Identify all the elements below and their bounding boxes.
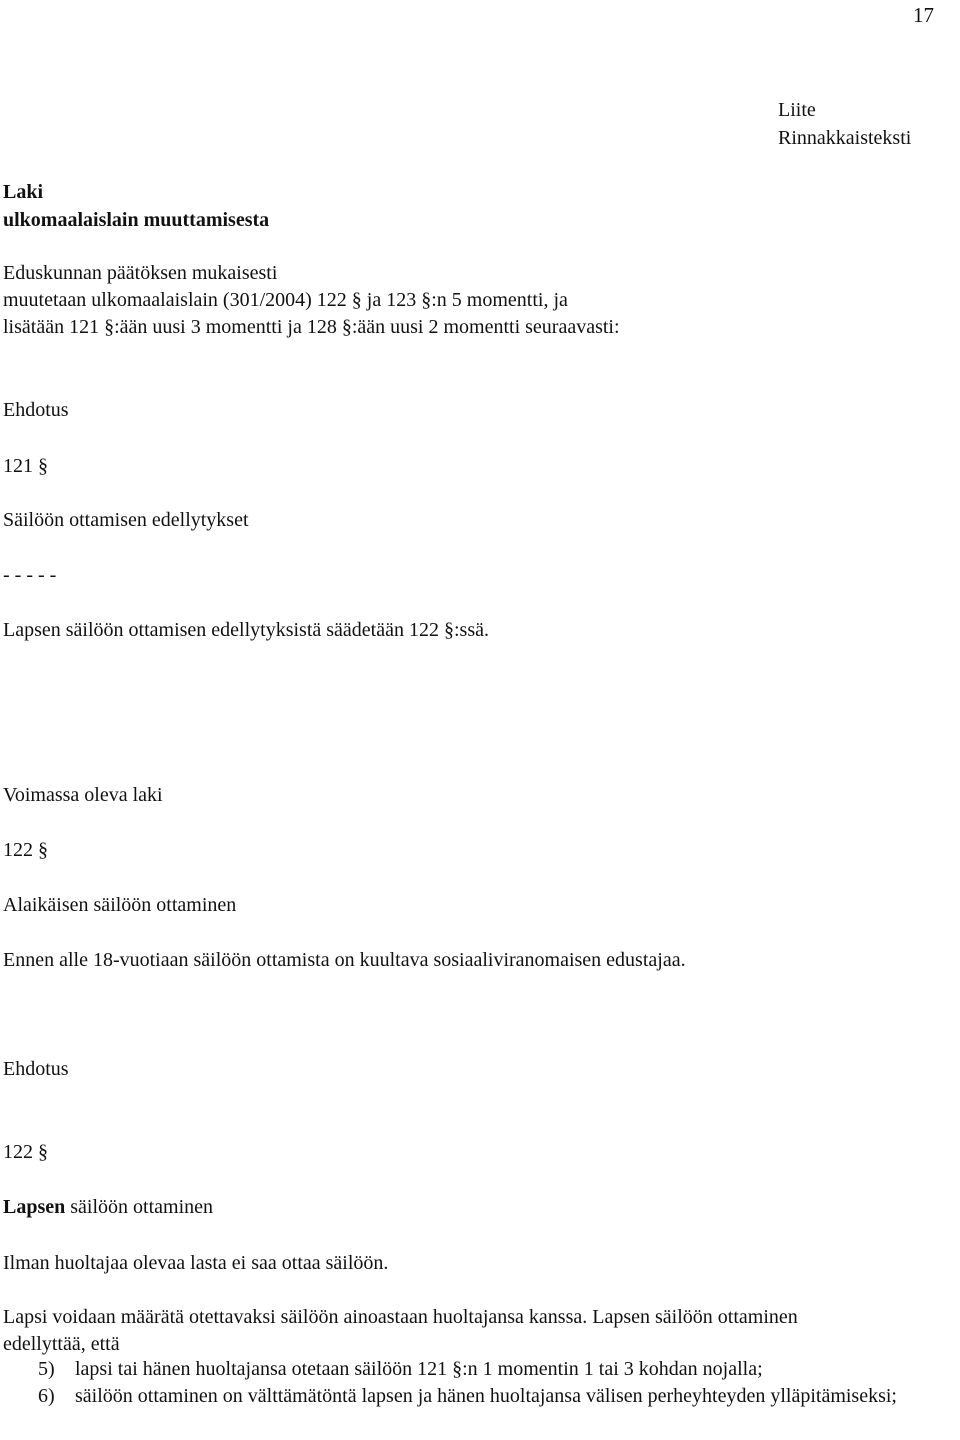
appendix-label [778, 96, 911, 152]
appendix-title: Liite [778, 99, 816, 121]
list-item-number: 5) [38, 1358, 55, 1380]
column-label-proposal: Ehdotus [3, 1058, 69, 1080]
list-item-text: säilöön ottaminen on välttämätöntä lapsen ja hänen huoltajansa välisen perheyhteyden ylläpitämiseksi; [75, 1385, 897, 1407]
preamble-line: Eduskunnan päätöksen mukaisesti [3, 262, 278, 284]
law-title [3, 178, 269, 234]
list-item [3, 1383, 953, 1410]
conditions-list [3, 1356, 953, 1410]
page-number: 17 [913, 3, 934, 27]
preamble-line: lisätään 121 §:ään uusi 3 momentti ja 128 §:ään uusi 2 momentti seuraavasti: [3, 316, 620, 338]
appendix-subtitle: Rinnakkaisteksti [778, 127, 912, 149]
list-item-text: lapsi tai hänen huoltajansa otetaan säilöön 121 §:n 1 momentin 1 tai 3 kohdan nojalla; [75, 1358, 763, 1380]
column-label-proposal: Ehdotus [3, 399, 69, 421]
section-title: Alaikäisen säilöön ottaminen [3, 894, 237, 916]
section-paragraph: Lapsen säilöön ottamisen edellytyksistä säädetään 122 §:ssä. [3, 619, 489, 641]
paragraph-line: Lapsi voidaan määrätä otettavaksi säilöön ainoastaan huoltajansa kanssa. Lapsen säilöön ottaminen [3, 1306, 798, 1328]
section-title-changed-word: Lapsen [3, 1196, 66, 1218]
section-paragraph: Ilman huoltajaa olevaa lasta ei saa ottaa säilöön. [3, 1252, 389, 1274]
section-number: 121 § [3, 455, 48, 477]
list-item-number: 6) [38, 1385, 55, 1407]
preamble [3, 260, 953, 341]
omission-marker: - - - - - [3, 564, 57, 586]
law-subheading: ulkomaalaislain muuttamisesta [3, 209, 270, 231]
list-item [3, 1356, 953, 1383]
section-paragraph [3, 1304, 953, 1358]
section-paragraph: Ennen alle 18-vuotiaan säilöön ottamista on kuultava sosiaaliviranomaisen edustajaa. [3, 949, 686, 971]
section-title-rest: säilöön ottaminen [65, 1196, 214, 1218]
law-heading: Laki [3, 181, 44, 203]
preamble-line: muutetaan ulkomaalaislain (301/2004) 122 § ja 123 §:n 5 momentti, ja [3, 289, 568, 311]
section-title: Säilöön ottamisen edellytykset [3, 509, 249, 531]
paragraph-line: edellyttää, että [3, 1333, 120, 1355]
section-number: 122 § [3, 1141, 48, 1163]
section-title [3, 1194, 953, 1221]
section-number: 122 § [3, 839, 48, 861]
column-label-current-law: Voimassa oleva laki [3, 784, 163, 806]
